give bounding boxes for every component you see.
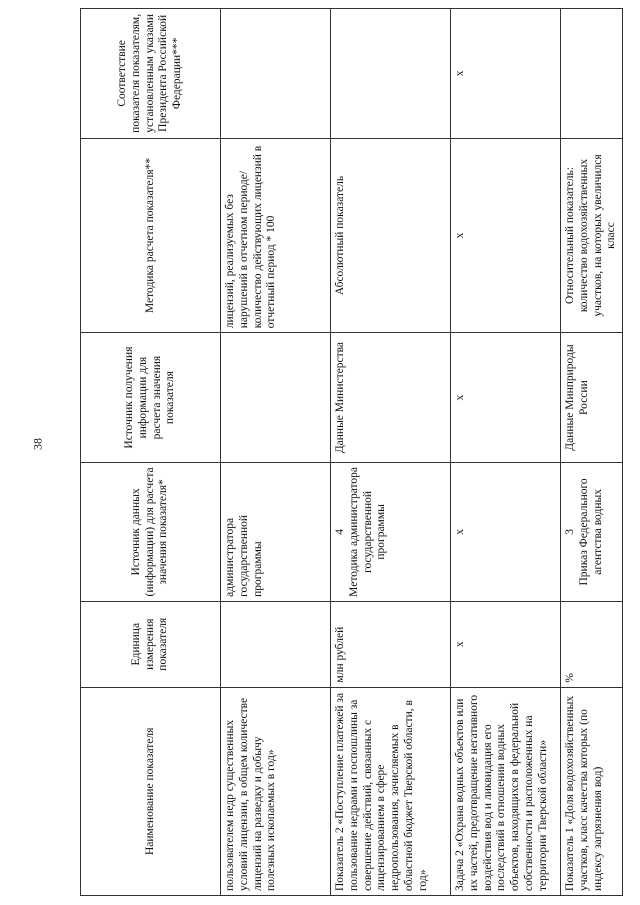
- table-cell: Данные Министерства: [331, 333, 451, 463]
- table-row: [561, 9, 623, 896]
- table-cell: администратора государственной программы: [221, 462, 331, 601]
- indicators-table: [80, 8, 623, 896]
- table-cell: [331, 9, 451, 139]
- header-compliance: Соответствие показателя показателям, установленным указами Президента Российской Федерации***: [81, 9, 221, 139]
- page-number: 38: [30, 438, 45, 450]
- table-cell: Относительный показатель: количество водохозяйственных участков, на которых увеличился класс: [561, 138, 623, 333]
- table-cell: Показатель 1 «Доля водохозяйственных участков, класс качества которых (по индексу загрязнения вод): [561, 687, 623, 895]
- table-cell: х: [451, 9, 561, 139]
- table-cell: х: [451, 333, 561, 463]
- header-indicator-name: Наименование показателя: [81, 687, 221, 895]
- table-cell: [221, 601, 331, 687]
- table-cell: х: [451, 601, 561, 687]
- table-cell: х: [451, 462, 561, 601]
- table-cell: [221, 333, 331, 463]
- table-cell: Абсолютный показатель: [331, 138, 451, 333]
- table-cell: Задача 2 «Охрана водных объектов или их частей, предотвращение негативного воздействия вод и ликвидация его последствий в отношении водных объектов, находящихся в федеральной собственности и расположенных на территории Тверской области»: [451, 687, 561, 895]
- table-cell: [561, 9, 623, 139]
- table-row: [331, 9, 451, 896]
- header-data-source: Источник данных (информации) для расчета значения показателя*: [81, 462, 221, 601]
- table-cell: Показатель 2 «Поступление платежей за пользование недрами и госпошлины за совершение действий, связанных с лицензированием в сфере недропользования, зачисляемых в областной бюджет Тверской области, в год»: [331, 687, 451, 895]
- table-cell: х: [451, 138, 561, 333]
- header-info-source: Источник получения информации для расчета значения показателя: [81, 333, 221, 463]
- table-cell: лицензий, реализуемых без нарушений в отчетном периоде/количество действующих лицензий в отчетный период * 100: [221, 138, 331, 333]
- table-cell: %: [561, 601, 623, 687]
- header-unit: Единица измерения показателя: [81, 601, 221, 687]
- rotated-table-container: [80, 8, 618, 896]
- table-cell: млн рублей: [331, 601, 451, 687]
- table-cell: пользователем недр существенных условий лицензии, в общем количестве лицензий на разведку и добычу полезных ископаемых в год»: [221, 687, 331, 895]
- table-cell: Данные Минприроды России: [561, 333, 623, 463]
- table-row: [451, 9, 561, 896]
- table-cell: [221, 9, 331, 139]
- table-header-row: [81, 9, 221, 896]
- table-row: [221, 9, 331, 896]
- table-cell: 3 Приказ Федерального агентства водных: [561, 462, 623, 601]
- header-methodology: Методика расчета показателя**: [81, 138, 221, 333]
- table-cell: 4 Методика администратора государственной программы: [331, 462, 451, 601]
